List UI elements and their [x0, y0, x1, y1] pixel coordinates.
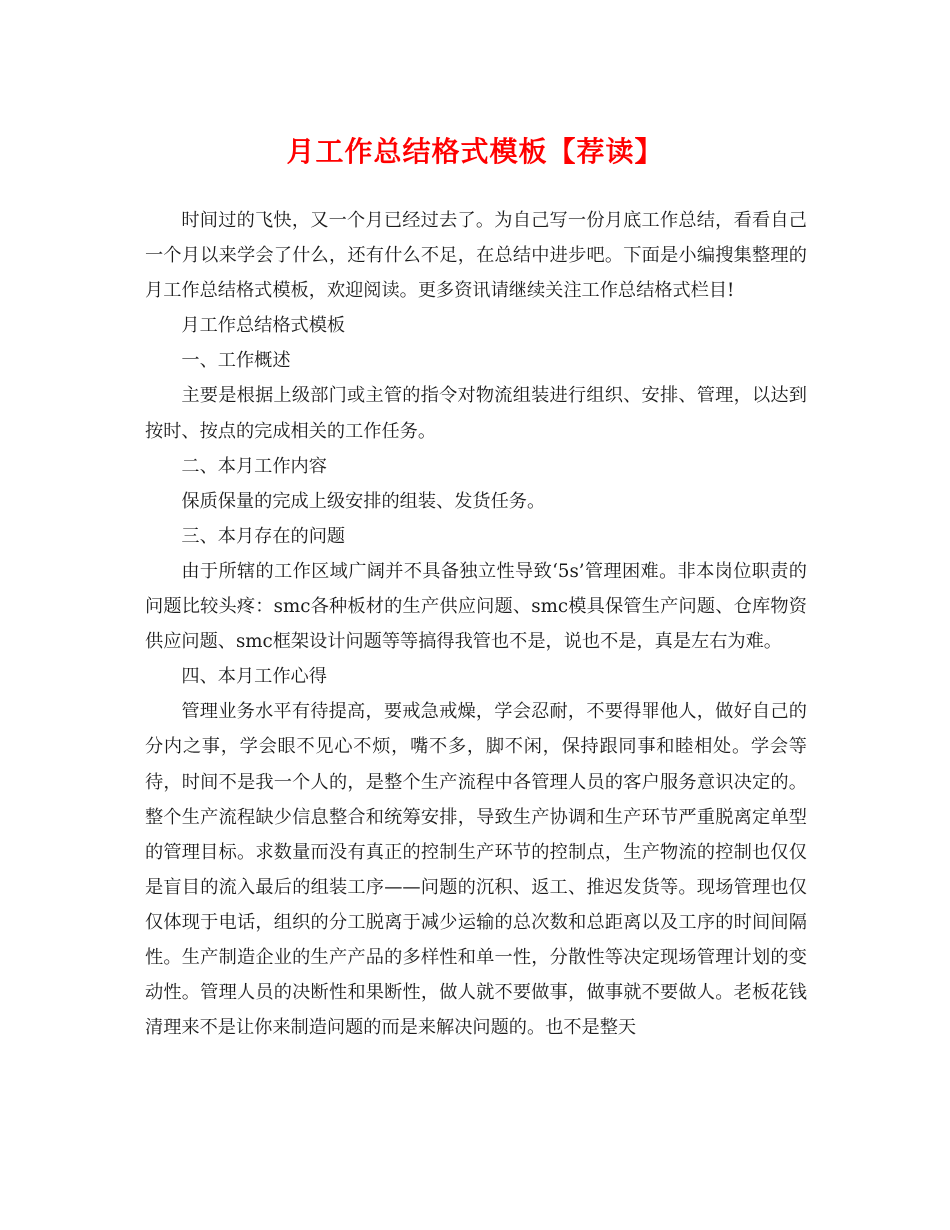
body-paragraph: 主要是根据上级部门或主管的指令对物流组装进行组织、安排、管理，以达到按时、按点的完成相关的工作任务。: [145, 385, 807, 442]
section-heading: 四、本月工作心得: [181, 666, 327, 688]
body-paragraph: 由于所辖的工作区域广阔并不具备独立性导致‘5s’管理困难。非本岗位职责的问题比较头疼：smc各种板材的生产供应问题、smc模具保管生产问题、仓库物资供应问题、smc框架设计问题等等搞得我管也不是，说也不是，真是左右为难。: [145, 560, 807, 653]
document-body: [145, 203, 807, 1045]
intro-paragraph: 时间过的飞快，又一个月已经过去了。为自己写一份月底工作总结，看看自己一个月以来学会了什么，还有什么不足，在总结中进步吧。下面是小编搜集整理的月工作总结格式模板，欢迎阅读。更多资讯请继续关注工作总结格式栏目!: [145, 210, 807, 302]
section-heading: 月工作总结格式模板: [181, 315, 346, 337]
document-title: 月工作总结格式模板【荐读】: [286, 135, 664, 168]
section-heading: 三、本月存在的问题: [181, 525, 346, 547]
section-heading: 二、本月工作内容: [181, 455, 327, 477]
body-paragraph: 管理业务水平有待提高，要戒急戒燥，学会忍耐，不要得罪他人，做好自己的分内之事，学会眼不见心不烦，嘴不多，脚不闲，保持跟同事和睦相处。学会等待，时间不是我一个人的，是整个生产流程中各管理人员的客户服务意识决定的。整个生产流程缺少信息整合和统筹安排，导致生产协调和生产环节严重脱离定单型的管理目标。求数量而没有真正的控制生产环节的控制点，生产物流的控制也仅仅是盲目的流入最后的组装工序——问题的沉积、返工、推迟发货等。现场管理也仅仅体现于电话，组织的分工脱离于减少运输的总次数和总距离以及工序的时间间隔性。生产制造企业的生产产品的多样性和单一性，分散性等决定现场管理计划的变动性。管理人员的决断性和果断性，做人就不要做事，做事就不要做人。老板花钱清理来不是让你来制造问题的而是来解决问题的。也不是整天: [145, 701, 807, 1039]
body-paragraph: 保质保量的完成上级安排的组装、发货任务。: [181, 490, 546, 512]
section-heading: 一、工作概述: [181, 350, 291, 372]
